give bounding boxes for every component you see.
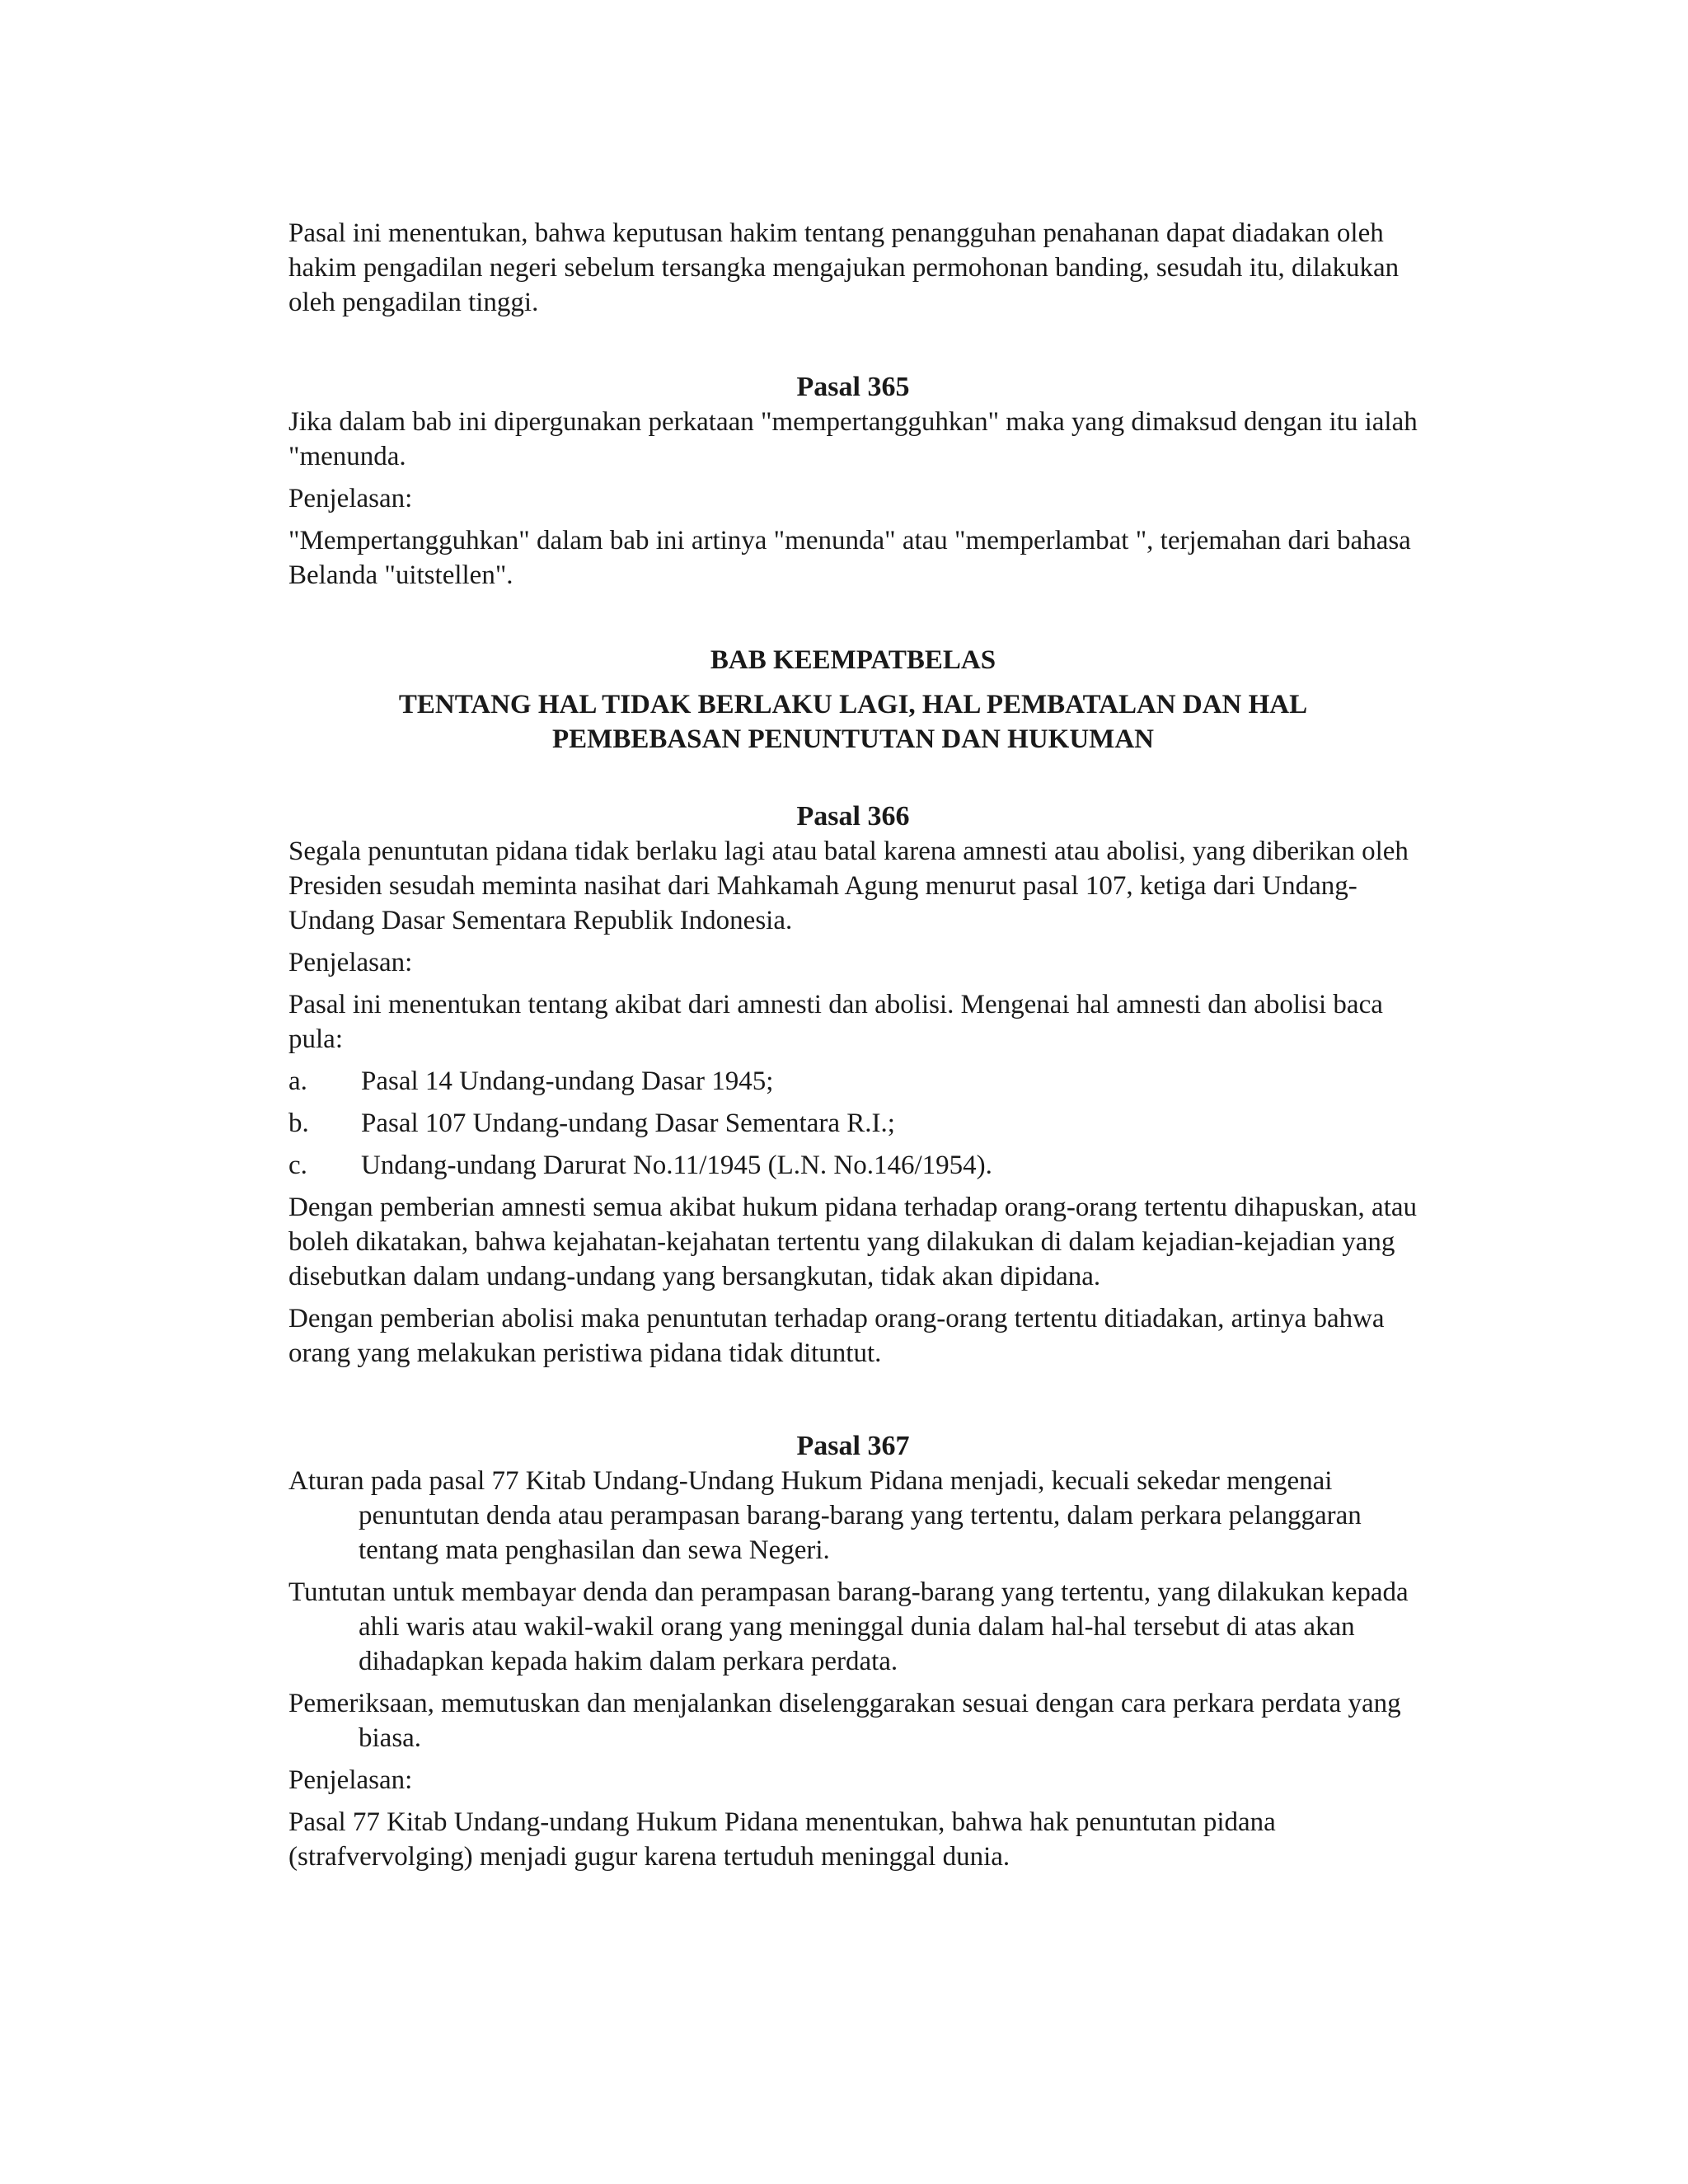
list-item (288, 1064, 1418, 1099)
document-page (288, 216, 1418, 1882)
pasal-367-paragraph-2: Tuntutan untuk membayar denda dan perampasan barang-barang yang tertentu, yang dilakukan kepada ahli waris atau wakil-wakil orang yang meninggal dunia dalam hal-hal tersebut di atas akan dihadapkan kepada hakim dalam perkara perdata. (288, 1577, 1409, 1676)
pasal-366-amnesti-paragraph: Dengan pemberian amnesti semua akibat hukum pidana terhadap orang-orang tertentu dihapuskan, atau boleh dikatakan, bahwa kejahatan-kejahatan tertentu yang dilakukan di dalam kejadian-kejadian yang disebutkan dalam undang-undang yang bersangkutan, tidak akan dipidana. (288, 1193, 1418, 1291)
pasal-365-penjelasan-label: Penjelasan: (288, 484, 413, 513)
bab-title: BAB KEEMPATBELAS (710, 645, 996, 675)
pasal-365-body: Jika dalam bab ini dipergunakan perkataan "mempertangguhkan" maka yang dimaksud dengan itu ialah "menunda. (288, 407, 1418, 471)
list-marker: a. (288, 1066, 307, 1096)
intro-paragraph: Pasal ini menentukan, bahwa keputusan hakim tentang penangguhan penahanan dapat diadakan oleh hakim pengadilan negeri sebelum tersangka mengajukan permohonan banding, sesudah itu, dilakukan oleh pengadilan tinggi. (288, 218, 1400, 317)
list-item-text: Pasal 107 Undang-undang Dasar Sementara R.I.; (361, 1108, 895, 1138)
bab-subtitle-line-2: PEMBEBASAN PENUNTUTAN DAN HUKUMAN (552, 724, 1154, 754)
pasal-366-heading: Pasal 366 (796, 801, 910, 832)
list-item-text: Pasal 14 Undang-undang Dasar 1945; (361, 1066, 774, 1096)
list-marker: c. (288, 1151, 307, 1180)
bab-subtitle-line-1: TENTANG HAL TIDAK BERLAKU LAGI, HAL PEMBATALAN DAN HAL (398, 690, 1308, 719)
pasal-366-penjelasan-label: Penjelasan: (288, 948, 413, 977)
pasal-366-penjelasan: Pasal ini menentukan tentang akibat dari amnesti dan abolisi. Mengenai hal amnesti dan abolisi baca pula: (288, 990, 1383, 1054)
list-item-text: Undang-undang Darurat No.11/1945 (L.N. No.146/1954). (361, 1151, 992, 1180)
list-item (288, 1106, 1418, 1141)
pasal-365-heading: Pasal 365 (796, 372, 910, 402)
pasal-367-paragraph-1: Aturan pada pasal 77 Kitab Undang-Undang Hukum Pidana menjadi, kecuali sekedar mengenai penuntutan denda atau perampasan barang-barang yang tertentu, dalam perkara pelanggaran tentang mata penghasilan dan sewa Negeri. (288, 1466, 1362, 1565)
pasal-367-penjelasan-label: Penjelasan: (288, 1765, 413, 1795)
pasal-366-body: Segala penuntutan pidana tidak berlaku lagi atau batal karena amnesti atau abolisi, yang diberikan oleh Presiden sesudah meminta nasihat dari Mahkamah Agung menurut pasal 107, ketiga dari Undang-Undang Dasar Sementara Republik Indonesia. (288, 837, 1409, 935)
pasal-365-penjelasan: "Mempertangguhkan" dalam bab ini artinya "menunda" atau "memperlambat ", terjemahan dari bahasa Belanda "uitstellen". (288, 526, 1411, 590)
pasal-366-abolisi-paragraph: Dengan pemberian abolisi maka penuntutan terhadap orang-orang tertentu ditiadakan, artinya bahwa orang yang melakukan peristiwa pidana tidak dituntut. (288, 1304, 1385, 1368)
list-item (288, 1148, 1418, 1183)
pasal-367-penjelasan: Pasal 77 Kitab Undang-undang Hukum Pidana menentukan, bahwa hak penuntutan pidana (strafvervolging) menjadi gugur karena tertuduh meninggal dunia. (288, 1807, 1276, 1872)
pasal-367-paragraph-3: Pemeriksaan, memutuskan dan menjalankan diselenggarakan sesuai dengan cara perkara perdata yang biasa. (288, 1689, 1401, 1753)
list-marker: b. (288, 1108, 309, 1138)
pasal-367-heading: Pasal 367 (796, 1431, 910, 1461)
